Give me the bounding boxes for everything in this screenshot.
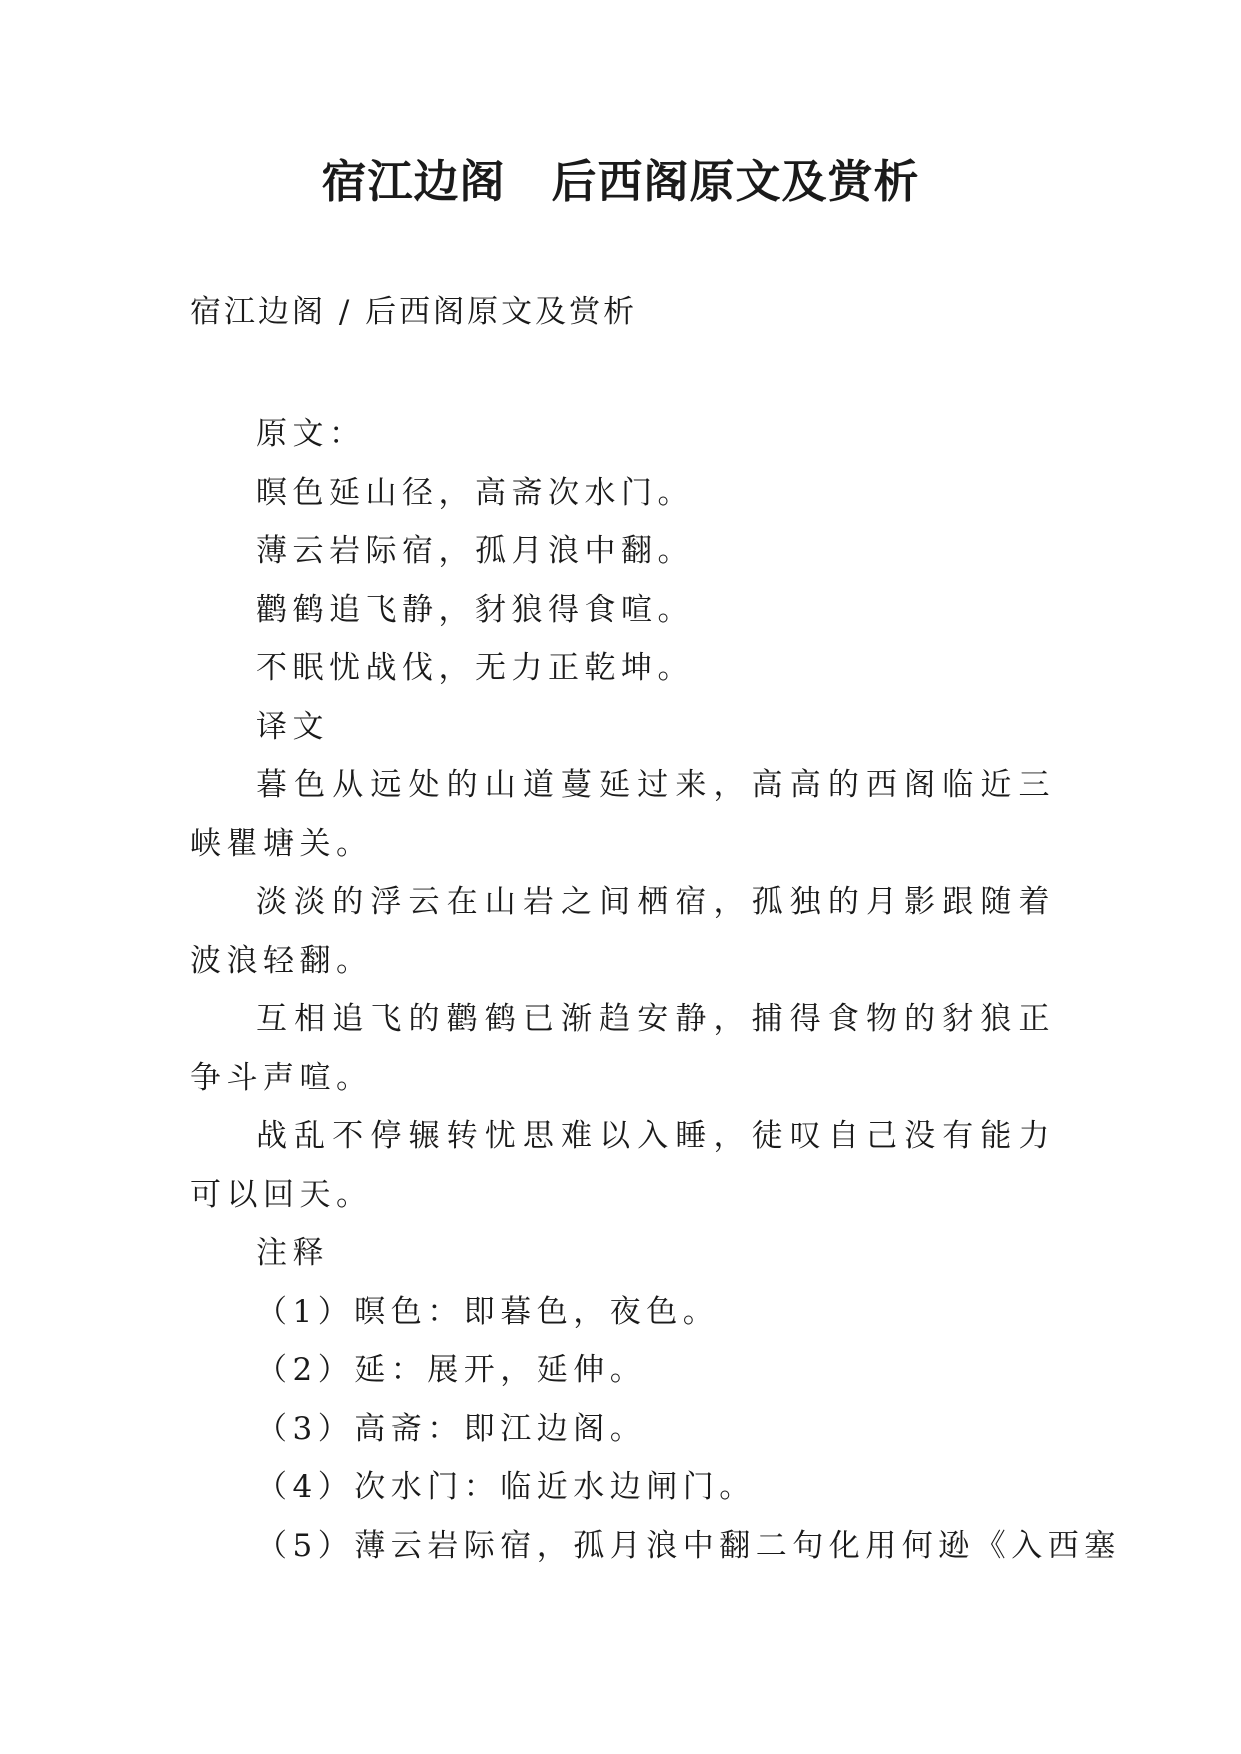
translation-paragraph: 淡淡的浮云在山岩之间栖宿，孤独的月影跟随着波浪轻翻。	[190, 884, 1055, 979]
translation-paragraph: 互相追飞的鹳鹤已渐趋安静，捕得食物的豺狼正争斗声喧。	[190, 1001, 1055, 1096]
original-heading: 原文：	[256, 416, 366, 452]
notes-heading: 注释	[256, 1235, 329, 1271]
note-item: （4）次水门：临近水边闸门。	[256, 1469, 756, 1505]
poem-line: 不眠忧战伐，无力正乾坤。	[256, 650, 694, 686]
note-item: （3）高斋：即江边阁。	[256, 1410, 647, 1447]
note-item: （1）暝色：即暮色，夜色。	[256, 1293, 720, 1330]
translation-heading: 译文	[256, 708, 329, 745]
translation-paragraph: 战乱不停辗转忧思难以入睡，徒叹自己没有能力可以回天。	[190, 1118, 1055, 1213]
poem-line: 薄云岩际宿，孤月浪中翻。	[256, 533, 694, 569]
document-body	[190, 405, 1121, 1575]
poem-line: 鹳鹤追飞静，豺狼得食喧。	[256, 591, 694, 628]
note-item: （2）延：展开，延伸。	[256, 1352, 647, 1388]
note-item: （5）薄云岩际宿，孤月浪中翻二句化用何逊《入西塞	[256, 1527, 1121, 1564]
poem-line: 暝色延山径，高斋次水门。	[256, 474, 694, 511]
translation-paragraph: 暮色从远处的山道蔓延过来，高高的西阁临近三峡瞿塘关。	[190, 767, 1055, 862]
document-title: 宿江边阁 后西阁原文及赏析	[321, 155, 920, 208]
document-subtitle: 宿江边阁 / 后西阁原文及赏析	[190, 294, 638, 330]
